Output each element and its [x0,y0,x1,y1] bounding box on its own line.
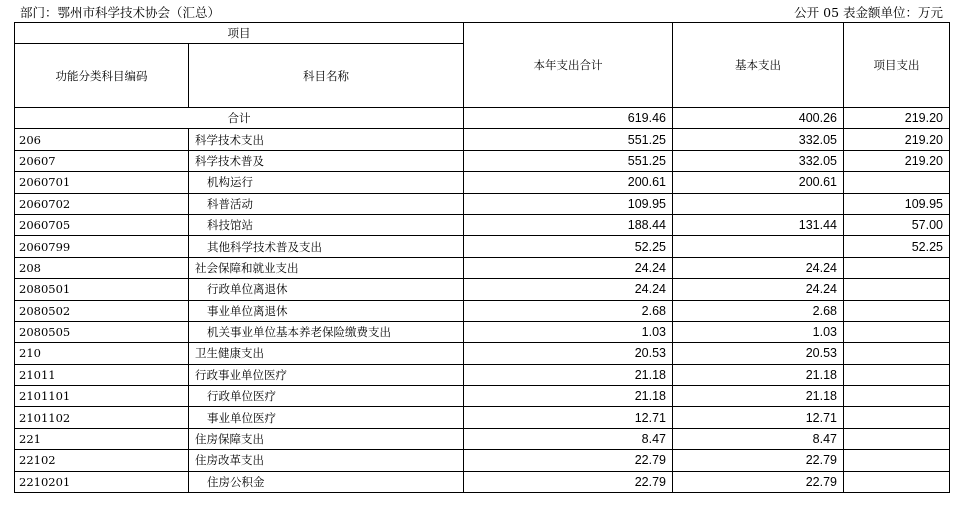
row-basic: 24.24 [673,257,844,278]
unit-label: 公开 05 表金额单位：万元 [794,5,943,20]
row-name: 科普活动 [189,193,464,214]
row-basic: 131.44 [673,214,844,235]
row-code: 2060799 [15,236,189,257]
row-project: 52.25 [844,236,950,257]
row-code: 2210201 [15,471,189,492]
total-row-total: 619.46 [464,108,673,129]
row-code: 206 [15,129,189,150]
table-row [15,300,950,321]
row-total: 8.47 [464,428,673,449]
table-row [15,129,950,150]
table-row [15,407,950,428]
total-row-project: 219.20 [844,108,950,129]
row-basic: 22.79 [673,471,844,492]
row-name: 住房公积金 [189,471,464,492]
row-code: 20607 [15,150,189,171]
row-total: 200.61 [464,172,673,193]
row-basic: 200.61 [673,172,844,193]
table-row [15,214,950,235]
total-row-label: 合计 [15,108,464,129]
table-row [15,471,950,492]
row-name: 社会保障和就业支出 [189,257,464,278]
table-row [15,172,950,193]
row-project [844,257,950,278]
row-name: 机构运行 [189,172,464,193]
table-row [15,150,950,171]
table-row [15,386,950,407]
row-basic: 332.05 [673,129,844,150]
row-name: 事业单位医疗 [189,407,464,428]
total-column-header: 本年支出合计 [464,23,673,108]
row-basic: 24.24 [673,279,844,300]
row-basic: 22.79 [673,450,844,471]
row-total: 22.79 [464,471,673,492]
row-name: 行政单位离退休 [189,279,464,300]
row-project [844,321,950,342]
row-total: 21.18 [464,364,673,385]
row-basic: 8.47 [673,428,844,449]
row-total: 24.24 [464,257,673,278]
row-project [844,471,950,492]
row-project [844,450,950,471]
row-code: 2080501 [15,279,189,300]
row-name: 卫生健康支出 [189,343,464,364]
row-name: 科学技术支出 [189,129,464,150]
total-row-basic: 400.26 [673,108,844,129]
table-row [15,321,950,342]
project-column-header: 项目支出 [844,23,950,108]
row-code: 2060701 [15,172,189,193]
row-project [844,172,950,193]
table-row [15,428,950,449]
row-total: 551.25 [464,150,673,171]
row-total: 20.53 [464,343,673,364]
row-total: 22.79 [464,450,673,471]
row-name: 住房改革支出 [189,450,464,471]
row-code: 2101101 [15,386,189,407]
row-project: 57.00 [844,214,950,235]
row-project [844,364,950,385]
row-name: 住房保障支出 [189,428,464,449]
table-row [15,364,950,385]
row-code: 2060705 [15,214,189,235]
row-total: 21.18 [464,386,673,407]
row-code: 2080505 [15,321,189,342]
department-label: 部门：鄂州市科学技术协会（汇总） [20,5,221,20]
row-code: 208 [15,257,189,278]
row-project [844,343,950,364]
report-header [20,3,943,21]
row-code: 22102 [15,450,189,471]
row-total: 52.25 [464,236,673,257]
row-name: 科学技术普及 [189,150,464,171]
row-project [844,386,950,407]
row-code: 221 [15,428,189,449]
row-code: 2101102 [15,407,189,428]
row-basic: 21.18 [673,364,844,385]
row-basic: 21.18 [673,386,844,407]
row-project [844,279,950,300]
item-group-header: 项目 [15,23,464,44]
row-project [844,407,950,428]
row-name: 事业单位离退休 [189,300,464,321]
row-project: 219.20 [844,150,950,171]
basic-column-header: 基本支出 [673,23,844,108]
row-project [844,300,950,321]
row-total: 24.24 [464,279,673,300]
row-total: 2.68 [464,300,673,321]
row-code: 21011 [15,364,189,385]
table-row [15,343,950,364]
row-total: 1.03 [464,321,673,342]
row-total: 109.95 [464,193,673,214]
row-basic: 12.71 [673,407,844,428]
row-code: 2060702 [15,193,189,214]
table-row [15,279,950,300]
row-basic [673,236,844,257]
row-project: 219.20 [844,129,950,150]
table-row [15,257,950,278]
row-name: 行政事业单位医疗 [189,364,464,385]
row-basic [673,193,844,214]
row-total: 551.25 [464,129,673,150]
row-basic: 332.05 [673,150,844,171]
row-name: 行政单位医疗 [189,386,464,407]
table-row [15,193,950,214]
row-basic: 20.53 [673,343,844,364]
total-row [15,108,950,129]
row-total: 188.44 [464,214,673,235]
row-code: 2080502 [15,300,189,321]
expenditure-table [14,22,950,493]
row-name: 其他科学技术普及支出 [189,236,464,257]
row-project [844,428,950,449]
row-name: 机关事业单位基本养老保险缴费支出 [189,321,464,342]
row-project: 109.95 [844,193,950,214]
row-name: 科技馆站 [189,214,464,235]
code-column-header: 功能分类科目编码 [15,44,189,108]
row-total: 12.71 [464,407,673,428]
row-code: 210 [15,343,189,364]
row-basic: 2.68 [673,300,844,321]
row-basic: 1.03 [673,321,844,342]
table-row [15,236,950,257]
name-column-header: 科目名称 [189,44,464,108]
table-row [15,450,950,471]
